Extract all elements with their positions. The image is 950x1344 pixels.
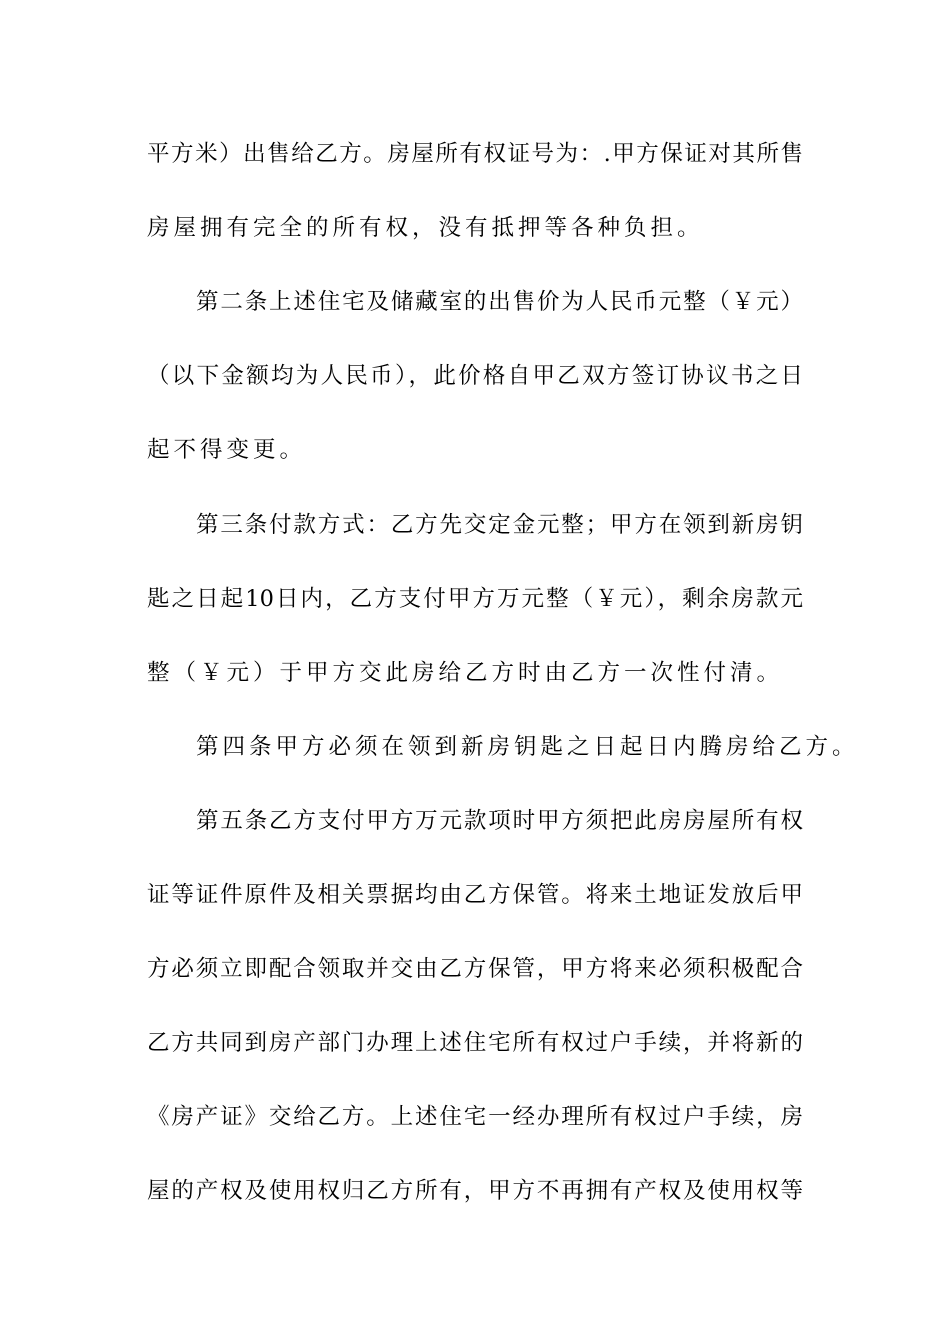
text-line: （以下金额均为人民币），此价格自甲乙双方签订协议书之日 (147, 363, 803, 389)
text-line: 第二条上述住宅及储藏室的出售价为人民币元整（￥元） (196, 289, 803, 315)
text-line: 《房产证》交给乙方。上述住宅一经办理所有权过户手续，房 (147, 1104, 803, 1130)
text-line: 方必须立即配合领取并交由乙方保管，甲方将来必须积极配合 (147, 956, 803, 982)
text-line: 乙方共同到房产部门办理上述住宅所有权过户手续，并将新的 (147, 1030, 803, 1056)
text-line: 平方米）出售给乙方。房屋所有权证号为：.甲方保证对其所售 (147, 141, 803, 167)
text-line: 整（￥元）于甲方交此房给乙方时由乙方一次性付清。 (147, 660, 784, 686)
text-line: 第三条付款方式：乙方先交定金元整；甲方在领到新房钥 (196, 512, 803, 538)
text-line: 匙之日起10日内，乙方支付甲方万元整（￥元），剩余房款元 (147, 586, 803, 612)
text-line: 第五条乙方支付甲方万元款项时甲方须把此房房屋所有权 (196, 808, 803, 834)
text-line: 房屋拥有完全的所有权，没有抵押等各种负担。 (147, 215, 704, 241)
text-line: 第四条甲方必须在领到新房钥匙之日起日内腾房给乙方。 (196, 734, 859, 760)
text-line: 屋的产权及使用权归乙方所有，甲方不再拥有产权及使用权等 (147, 1178, 803, 1204)
text-line: 起不得变更。 (147, 437, 307, 463)
text-line: 证等证件原件及相关票据均由乙方保管。将来土地证发放后甲 (147, 882, 803, 908)
